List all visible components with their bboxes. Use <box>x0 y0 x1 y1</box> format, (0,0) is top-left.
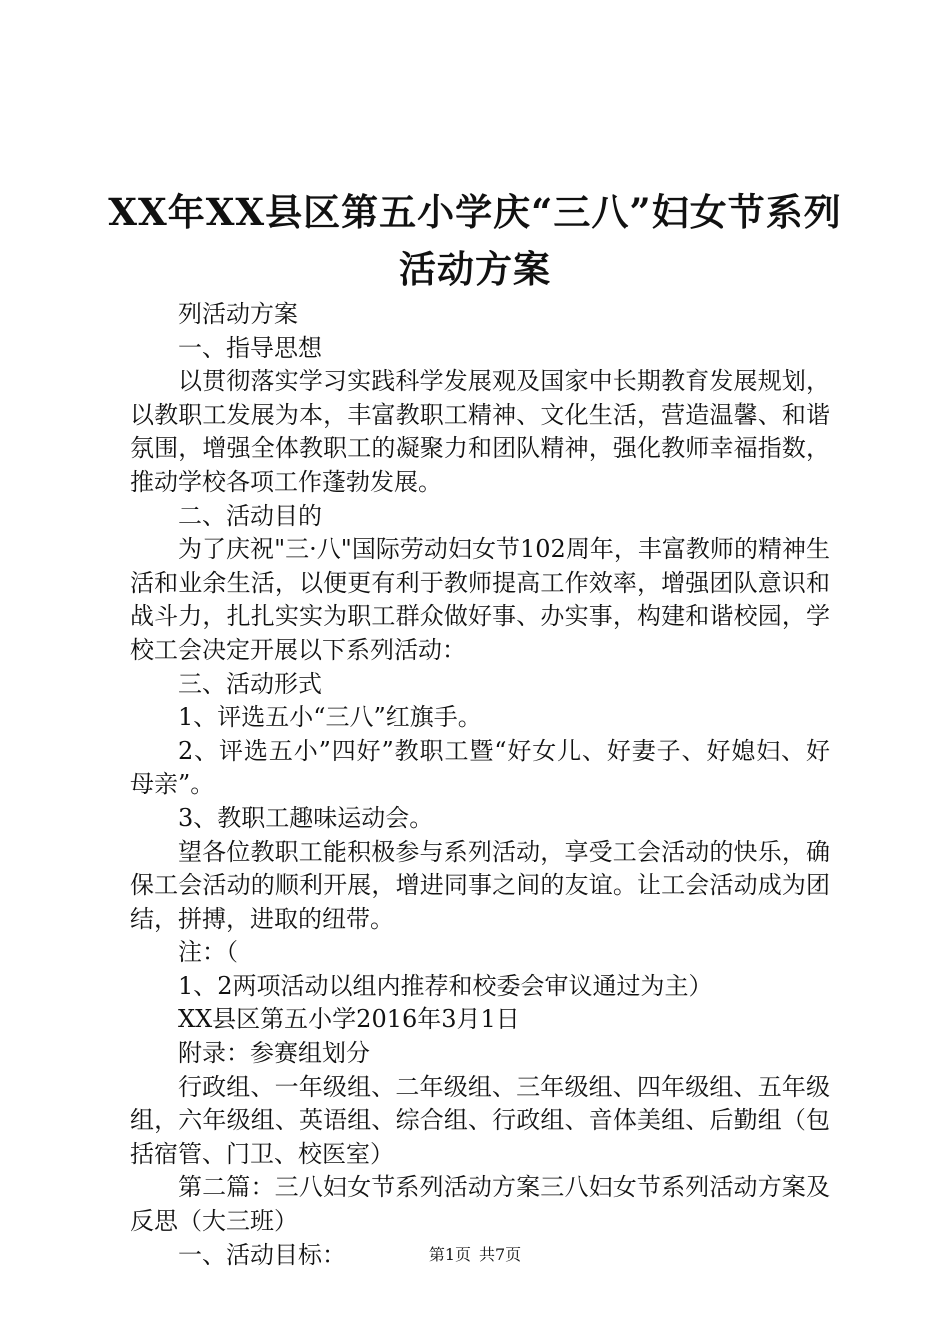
list-item: 3、教职工趣味运动会。 <box>178 803 434 832</box>
note-text: 1、2两项活动以组内推荐和校委会审议通过为主） <box>178 971 713 1000</box>
list-item: 1、评选五小“三八”红旗手。 <box>178 703 482 732</box>
paragraph: 以贯彻落实学习实践科学发展观及国家中长期教育发展规划，以教职工发展为本，丰富教职工精神、文化生活，营造温馨、和谐氛围，增强全体教职工的凝聚力和团队精神，强化教师幸福指数，推动学校各项工作蓬勃发展。 <box>130 367 830 496</box>
page-total: 共7页 <box>479 1245 522 1264</box>
section-heading: 一、指导思想 <box>178 333 322 362</box>
paragraph: 第二篇：三八妇女节系列活动方案三八妇女节系列活动方案及反思（大三班） <box>130 1173 830 1236</box>
page-footer <box>0 1243 950 1267</box>
section-heading: 三、活动形式 <box>178 669 322 698</box>
paragraph: 为了庆祝"三·八"国际劳动妇女节102周年，丰富教师的精神生活和业余生活，以便更有利于教师提高工作效率，增强团队意识和战斗力，扎扎实实为职工群众做好事、办实事，构建和谐校园，学校工会决定开展以下系列活动： <box>130 535 830 664</box>
document-body <box>130 298 830 1272</box>
paragraph: 列活动方案 <box>178 300 298 328</box>
list-item: 2、评选五小”四好”教职工暨“好女儿、好妻子、好媳妇、好母亲”。 <box>130 736 830 799</box>
paragraph: 望各位教职工能积极参与系列活动，享受工会活动的快乐，确保工会活动的顺利开展，增进同事之间的友谊。让工会活动成为团结，拼搏，进取的纽带。 <box>130 837 830 933</box>
document-title-line-2: 活动方案 <box>399 247 551 291</box>
signature-date: XX县区第五小学2016年3月1日 <box>178 1005 520 1034</box>
paragraph: 行政组、一年级组、二年级组、三年级组、四年级组、五年级组，六年级组、英语组、综合组、行政组、音体美组、后勤组（包括宿管、门卫、校医室） <box>130 1072 830 1168</box>
section-heading: 二、活动目的 <box>178 501 322 530</box>
note-label: 注：（ <box>178 938 238 967</box>
section-heading: 一、活动目标： <box>178 1240 346 1269</box>
appendix-heading: 附录：参赛组划分 <box>178 1039 370 1068</box>
page-number: 第1页 <box>428 1245 471 1264</box>
document-title-line-1: XX年XX县区第五小学庆“三八”妇女节系列 <box>108 190 842 234</box>
